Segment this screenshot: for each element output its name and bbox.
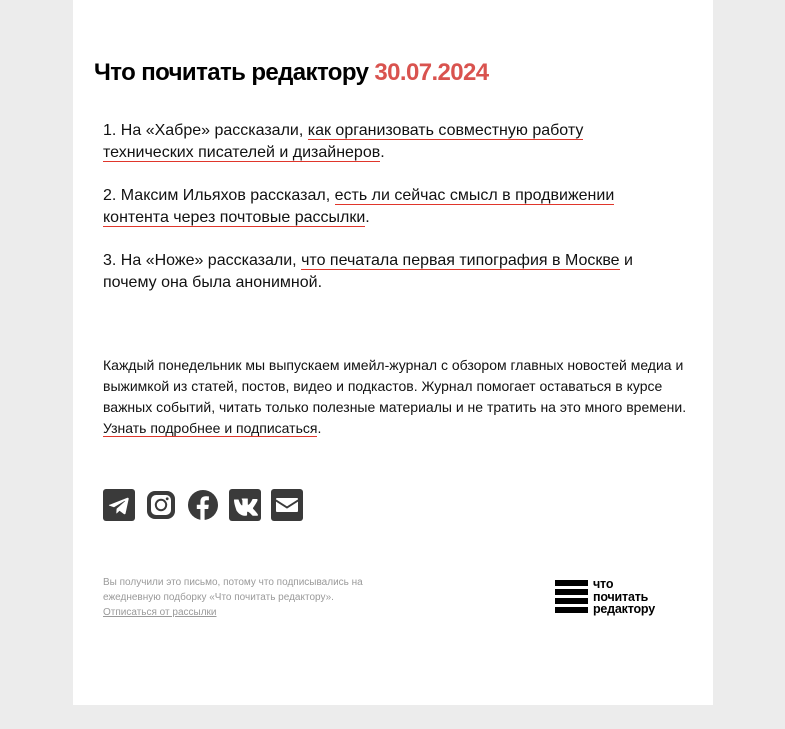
issue-date: 30.07.2024 (374, 59, 489, 86)
logo-wordmark (593, 578, 655, 616)
footer-note (103, 575, 393, 620)
item-text: 3. На «Ноже» рассказали, (103, 252, 302, 269)
item-text: 2. Максим Ильяхов рассказал, (103, 187, 335, 204)
brand-logo (555, 578, 685, 618)
item-suffix: и почему она была анонимной. (103, 252, 633, 291)
item-suffix: . (380, 144, 385, 161)
logo-line: почитать (593, 589, 649, 604)
mail-icon[interactable] (271, 489, 303, 521)
logo-line: редактору (593, 602, 655, 616)
item-text: 1. На «Хабре» рассказали, (103, 122, 308, 139)
article-link[interactable]: что печатала первая типография в Москве (301, 252, 620, 269)
logo-line: что (593, 577, 614, 591)
about-paragraph (103, 355, 693, 439)
list-item (103, 185, 663, 229)
facebook-icon[interactable] (187, 489, 219, 521)
article-list (103, 120, 663, 315)
subscribe-link[interactable]: Узнать подробнее и подписаться (103, 420, 318, 436)
about-suffix: . (317, 420, 322, 436)
vk-icon[interactable] (229, 489, 261, 521)
item-suffix: . (365, 209, 370, 226)
article-link[interactable]: как организовать совместную работу технических писателей и дизайнеров (103, 122, 584, 161)
list-item (103, 250, 663, 294)
logo-mark-icon (555, 580, 588, 615)
instagram-icon[interactable] (145, 489, 177, 521)
about-text: Каждый понедельник мы выпускаем имейл-журнал с обзором главных новостей медиа и выжимкой из статей, постов, видео и подкастов. Журнал помогает оставаться в курсе важных событий, читать только полезные материалы и не тратить на это много времени. (103, 357, 687, 415)
unsubscribe-link[interactable]: Отписаться от рассылки (103, 607, 217, 618)
article-link[interactable]: есть ли сейчас смысл в продвижении контента через почтовые рассылки (103, 187, 615, 226)
email-card (73, 0, 713, 705)
social-links (103, 489, 313, 521)
list-item (103, 120, 663, 164)
title-text: Что почитать редактору (94, 59, 369, 86)
telegram-icon[interactable] (103, 489, 135, 521)
page-title (94, 58, 489, 88)
footer-text: Вы получили это письмо, потому что подписывались на ежедневную подборку «Что почитать редактору». (103, 577, 363, 603)
